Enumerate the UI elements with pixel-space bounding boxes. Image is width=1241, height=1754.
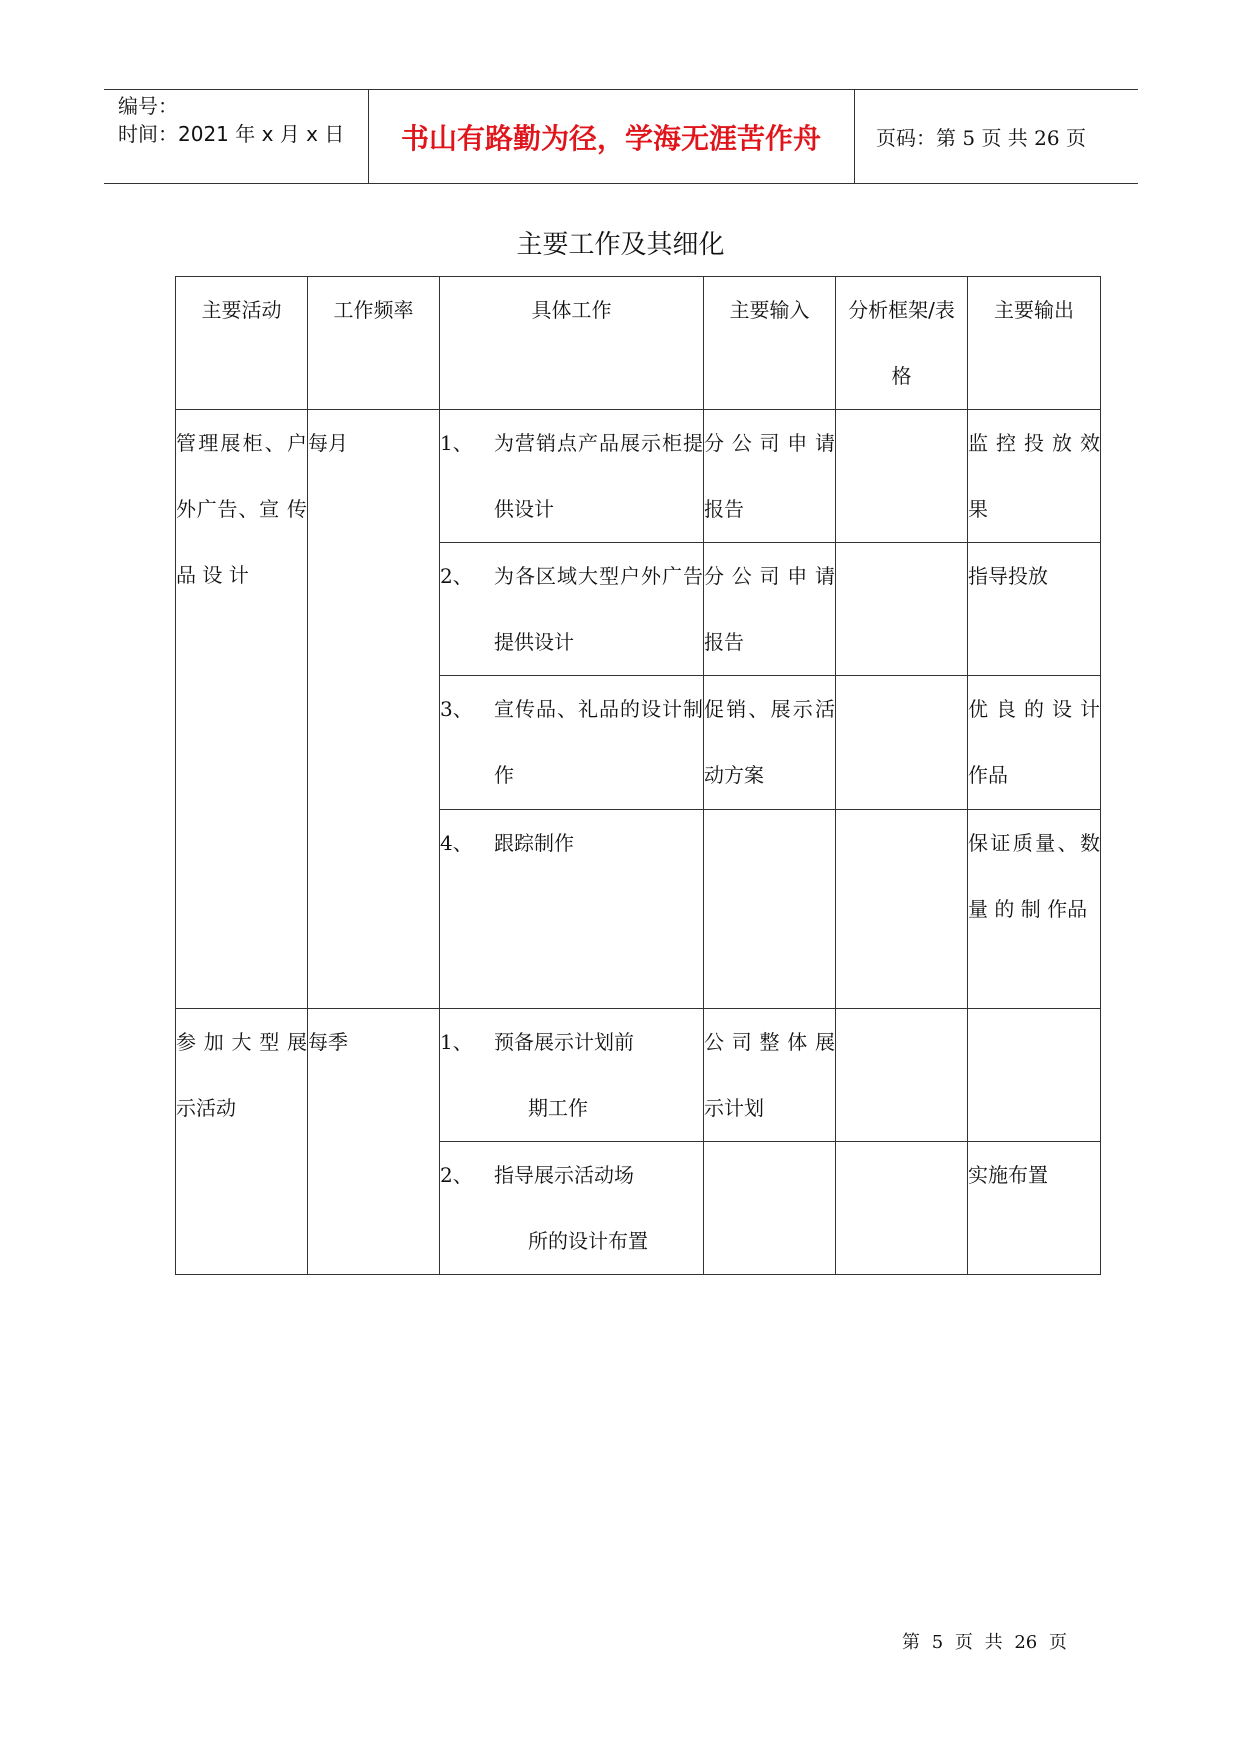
table-row [176, 1009, 1101, 1142]
table-row [176, 410, 1101, 543]
input-cell [704, 810, 836, 1009]
header-frequency: 工作频率 [308, 277, 440, 410]
output-cell [968, 1009, 1101, 1142]
header-activity: 主要活动 [176, 277, 308, 410]
output-cell: 监 控 投 放 效果 [968, 410, 1101, 543]
task-text: 为营销点产品展示柜提供设计 [494, 431, 703, 521]
page-header [104, 89, 1138, 184]
document-number-label: 编号： [118, 94, 178, 118]
input-cell: 公 司 整 体 展示计划 [704, 1009, 836, 1142]
work-cell [440, 810, 704, 1009]
framework-cell [836, 543, 968, 676]
work-cell [440, 1009, 704, 1142]
task-text: 指导展示活动场 [494, 1163, 634, 1187]
work-cell [440, 543, 704, 676]
task-text: 预备展示计划前 [494, 1030, 634, 1054]
task-text-continued: 期工作 [528, 1096, 588, 1120]
task-number: 2、 [440, 1163, 473, 1187]
input-cell: 分 公 司 申 请报告 [704, 543, 836, 676]
framework-cell [836, 410, 968, 543]
frequency-cell: 每季 [308, 1009, 440, 1275]
framework-cell [836, 810, 968, 1009]
framework-cell [836, 1009, 968, 1142]
header-input: 主要输入 [704, 277, 836, 410]
header-output: 主要输出 [968, 277, 1101, 410]
framework-cell [836, 676, 968, 810]
work-detail-table [175, 276, 1101, 1275]
header-work: 具体工作 [440, 277, 704, 410]
frequency-cell: 每月 [308, 410, 440, 1009]
header-motto: 书山有路勤为径，学海无涯苦作舟 [400, 121, 821, 155]
task-number: 3、 [440, 697, 473, 721]
activity-cell: 管理展柜、户外广告、宣 传 品 设 计 [176, 410, 308, 1009]
task-text: 跟踪制作 [494, 831, 574, 855]
task-number: 2、 [440, 564, 473, 588]
task-number: 4、 [440, 831, 473, 855]
task-text: 为各区域大型户外广告提供设计 [494, 564, 703, 654]
task-text-continued: 所的设计布置 [528, 1229, 648, 1253]
output-cell: 实施布置 [968, 1142, 1101, 1275]
task-number: 1、 [440, 431, 473, 455]
output-cell: 保证质量、数 量 的 制 作品 [968, 810, 1101, 1009]
page-title: 主要工作及其细化 [516, 230, 725, 260]
header-meta [118, 92, 368, 148]
input-cell: 促销、展示活动方案 [704, 676, 836, 810]
header-divider-right [854, 90, 855, 183]
input-cell: 分 公 司 申 请报告 [704, 410, 836, 543]
output-cell: 指导投放 [968, 543, 1101, 676]
input-cell [704, 1142, 836, 1275]
document-time-label: 时间：2021 年 x 月 x 日 [118, 122, 345, 146]
output-cell: 优 良 的 设 计作品 [968, 676, 1101, 810]
header-framework: 分析框架/表格 [836, 277, 968, 410]
work-cell [440, 410, 704, 543]
activity-cell: 参 加 大 型 展示活动 [176, 1009, 308, 1275]
page-footer: 第 5 页 共 26 页 [902, 1632, 1067, 1653]
task-text: 宣传品、礼品的设计制作 [494, 697, 703, 787]
work-cell [440, 676, 704, 810]
table-header-row [176, 277, 1101, 410]
framework-cell [836, 1142, 968, 1275]
task-number: 1、 [440, 1030, 473, 1054]
work-cell [440, 1142, 704, 1275]
header-page-label: 页码：第 5 页 共 26 页 [876, 126, 1086, 150]
